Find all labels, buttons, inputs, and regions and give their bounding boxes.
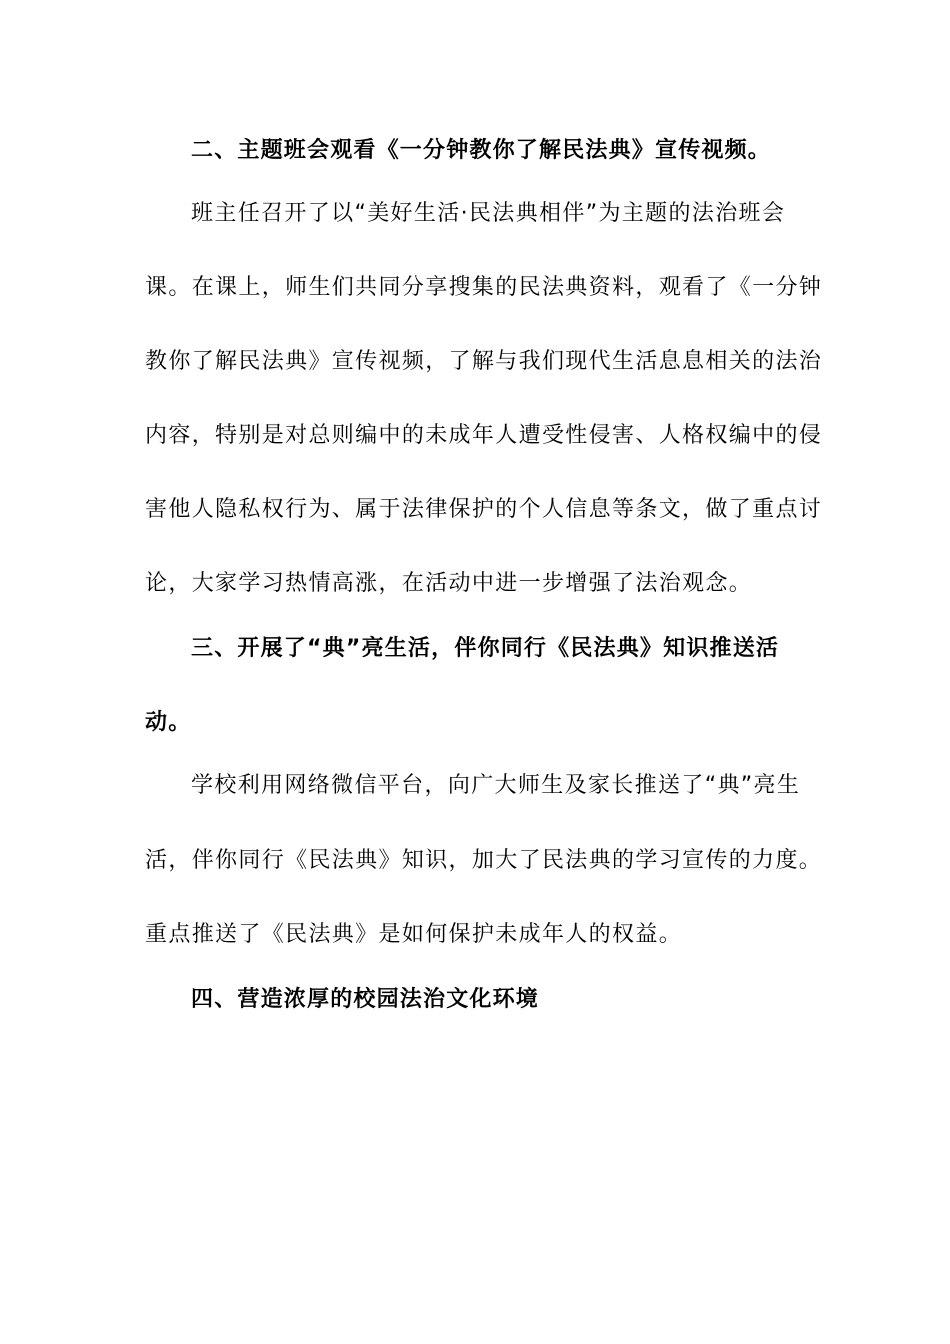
section-heading-3-continued: 动。 — [145, 710, 192, 735]
section-heading-3: 三、开展了“典”亮生活，伴你同行《民法典》知识推送活 — [191, 636, 780, 661]
paragraph-line: 班主任召开了以“美好生活·民法典相伴”为主题的法治班会 — [191, 201, 786, 226]
paragraph-line: 教你了解民法典》宣传视频，了解与我们现代生活息息相关的法治 — [145, 349, 823, 374]
paragraph-line: 内容，特别是对总则编中的未成年人遭受性侵害、人格权编中的侵 — [145, 423, 823, 448]
section-heading-2: 二、主题班会观看《一分钟教你了解民法典》宣传视频。 — [191, 138, 772, 163]
paragraph-line: 害他人隐私权行为、属于法律保护的个人信息等条文，做了重点讨 — [145, 497, 823, 522]
paragraph-line: 重点推送了《民法典》是如何保护未成年人的权益。 — [145, 922, 683, 947]
paragraph-line: 学校利用网络微信平台，向广大师生及家长推送了“典”亮生 — [191, 773, 801, 798]
section-heading-4: 四、营造浓厚的校园法治文化环境 — [191, 987, 540, 1012]
paragraph-line: 论，大家学习热情高涨，在活动中进一步增强了法治观念。 — [145, 571, 753, 596]
paragraph-line: 活，伴你同行《民法典》知识，加大了民法典的学习宣传的力度。 — [145, 848, 823, 873]
paragraph-line: 课。在课上，师生们共同分享搜集的民法典资料，观看了《一分钟 — [145, 275, 823, 300]
